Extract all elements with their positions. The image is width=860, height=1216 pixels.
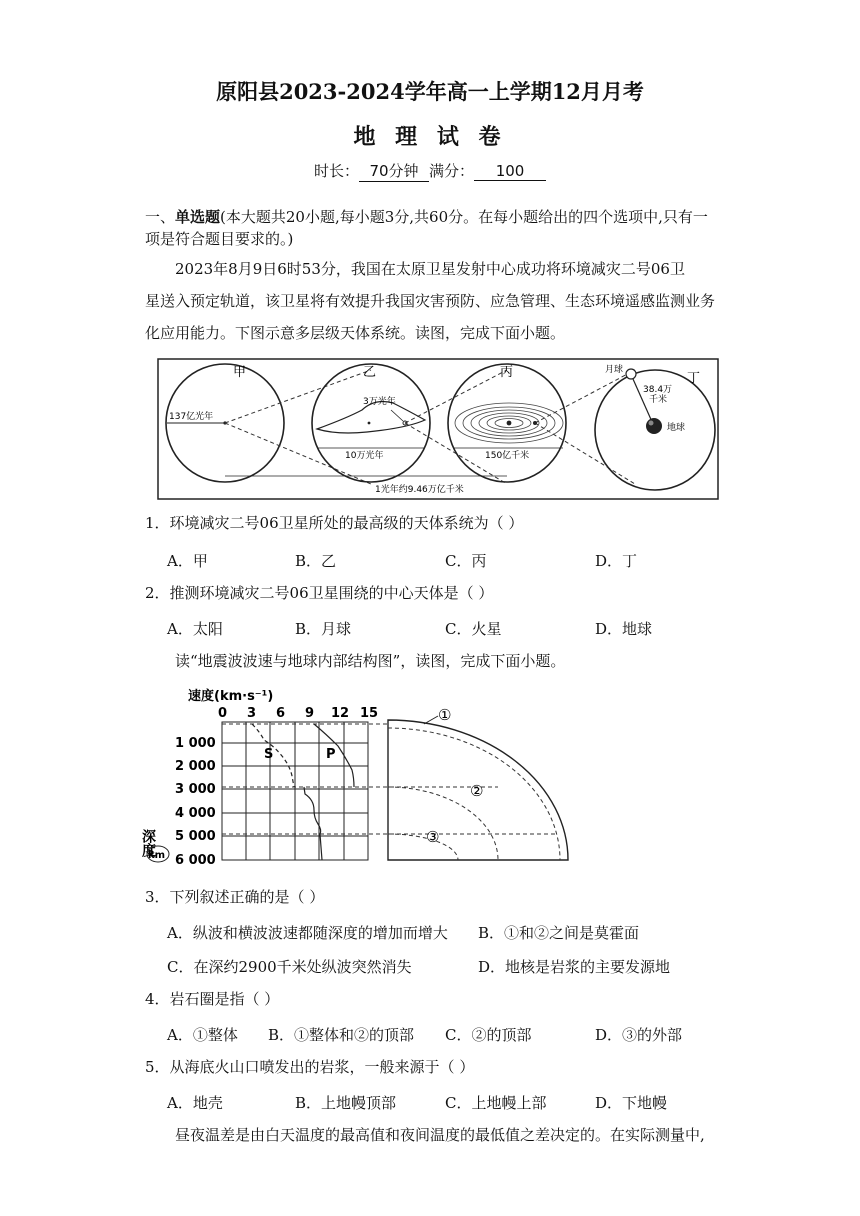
passage1-line2: 星送入预定轨道，该卫星将有效提升我国灾害预防、应急管理、生态环境遥感监测业务 (145, 292, 716, 310)
depth-tick-1000: 1 000 (175, 736, 216, 751)
speed-tick-3: 3 (247, 706, 257, 721)
q4-option-b[interactable]: B．①整体和②的顶部 (268, 1026, 415, 1044)
passage2: 读“地震波波速与地球内部结构图”，读图，完成下面小题。 (175, 652, 566, 670)
speed-tick-12: 12 (331, 706, 350, 721)
label-jia: 甲 (233, 365, 247, 380)
q2-option-c[interactable]: C．火星 (445, 620, 502, 638)
speed-tick-0: 0 (218, 706, 228, 721)
speed-tick-6: 6 (276, 706, 286, 721)
celestial-system-figure (157, 358, 719, 500)
depth-tick-5000: 5 000 (175, 829, 216, 844)
passage1-line3: 化应用能力。下图示意多层级天体系统。读图，完成下面小题。 (145, 324, 566, 342)
exam-subject: 地 理 试 卷 (353, 124, 507, 150)
q3-option-a[interactable]: A．纵波和横波波速都随深度的增加而增大 (167, 924, 448, 942)
score-label: 满分： (429, 162, 475, 180)
layer-1-label: ① (438, 706, 452, 724)
q5-option-c[interactable]: C．上地幔上部 (445, 1094, 547, 1112)
q5-option-a[interactable]: A．地壳 (167, 1094, 223, 1112)
p-wave-label: P (326, 747, 336, 762)
q3-option-d[interactable]: D．地核是岩浆的主要发源地 (478, 958, 671, 976)
q5-option-b[interactable]: B．上地幔顶部 (295, 1094, 397, 1112)
q3-stem: 3．下列叙述正确的是（ ） (145, 888, 325, 906)
section-prefix: 一、 (145, 208, 176, 226)
earth-label: 地球 (667, 423, 686, 433)
q2-stem: 2．推测环境减灾二号06卫星围绕的中心天体是（ ） (145, 584, 494, 602)
q4-option-d[interactable]: D．③的外部 (595, 1026, 683, 1044)
depth-tick-3000: 3 000 (175, 782, 216, 797)
score-value: 100 (474, 162, 546, 181)
q2-option-d[interactable]: D．地球 (595, 620, 653, 638)
label-ding: 丁 (687, 371, 701, 386)
q1-option-d[interactable]: D．丁 (595, 552, 638, 570)
q3-option-c[interactable]: C．在深约2900千米处纵波突然消失 (167, 958, 412, 976)
yi-width-label: 10万光年 (345, 451, 384, 461)
q1-option-b[interactable]: B．乙 (295, 552, 337, 570)
exam-meta (0, 160, 860, 182)
q4-option-a[interactable]: A．①整体 (167, 1026, 238, 1044)
q4-option-c[interactable]: C．②的顶部 (445, 1026, 532, 1044)
section-name: 单选题 (175, 208, 221, 226)
yi-top-label: 3万光年 (363, 397, 396, 407)
speed-tick-15: 15 (360, 706, 379, 721)
depth-unit: km (148, 850, 166, 861)
section-heading (145, 206, 708, 228)
section-desc-2: 项是符合题目要求的。) (145, 230, 294, 248)
lightyear-footnote: 1光年约9.46万亿千米 (375, 485, 464, 495)
speed-tick-9: 9 (305, 706, 315, 721)
q2-option-a[interactable]: A．太阳 (167, 620, 223, 638)
q4-stem: 4．岩石圈是指（ ） (145, 990, 280, 1008)
distance-line2: 千米 (649, 395, 668, 405)
distance-line1: 38.4万 (643, 385, 673, 395)
layer-3-label: ③ (426, 828, 440, 846)
layer-2-label: ② (470, 782, 484, 800)
q1-option-a[interactable]: A．甲 (167, 552, 208, 570)
depth-tick-2000: 2 000 (175, 759, 216, 774)
duration-value: 70分钟 (359, 160, 429, 182)
q5-stem: 5．从海底火山口喷发出的岩浆，一般来源于（ ） (145, 1058, 475, 1076)
speed-axis-label: 速度(km·s⁻¹) (188, 689, 274, 704)
depth-tick-4000: 4 000 (175, 806, 216, 821)
duration-label: 时长： (313, 162, 359, 180)
moon-label: 月球 (605, 365, 624, 375)
seismic-wave-figure (142, 684, 582, 870)
passage1-line1: 2023年8月9日6时53分，我国在太原卫星发射中心成功将环境减灾二号06卫 (175, 260, 685, 278)
q3-option-b[interactable]: B．①和②之间是莫霍面 (478, 924, 640, 942)
q1-stem: 1．环境减灾二号06卫星所处的最高级的天体系统为（ ） (145, 514, 524, 532)
exam-title: 原阳县2023-2024学年高一上学期12月月考 (216, 79, 644, 104)
q2-option-b[interactable]: B．月球 (295, 620, 352, 638)
label-yi: 乙 (363, 365, 377, 380)
passage3: 昼夜温差是由白天温度的最高值和夜间温度的最低值之差决定的。在实际测量中, (175, 1126, 705, 1144)
label-bing: 丙 (500, 365, 514, 380)
jia-radius: 137亿光年 (169, 412, 214, 422)
section-desc-1: (本大题共20小题,每小题3分,共60分。在每小题给出的四个选项中,只有一 (220, 208, 708, 226)
depth-axis-label: 深度 (140, 829, 156, 857)
s-wave-label: S (264, 747, 274, 762)
bing-width-label: 150亿千米 (485, 451, 530, 461)
q1-option-c[interactable]: C．丙 (445, 552, 487, 570)
depth-tick-6000: 6 000 (175, 853, 216, 868)
q5-option-d[interactable]: D．下地幔 (595, 1094, 668, 1112)
